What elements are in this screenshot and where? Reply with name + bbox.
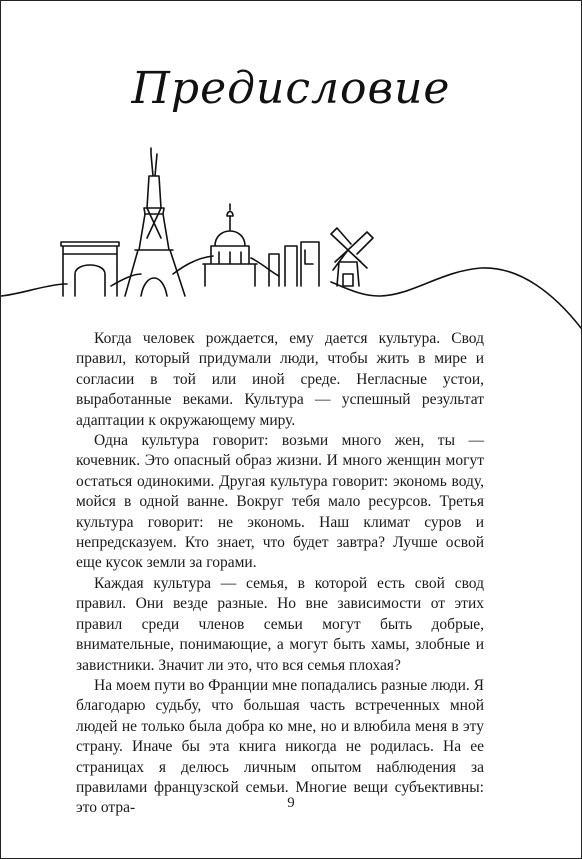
body-text bbox=[76, 329, 484, 819]
page-title: Предисловие bbox=[131, 63, 451, 114]
paragraph: Когда человек рождается, ему дается культура. Свод правил, который придумали люди, чтобы жить в мире и согласии в той или иной среде. Негласные устои, выработанные веками. Культура — успешный результат адаптации к окружающему миру. bbox=[76, 330, 484, 429]
paragraph: Одна культура говорит: возьми много жен, ты — кочевник. Это опасный образ жизни. И много женщин могут остаться одинокими. Другая культура говорит: экономь воду, мойся в одной ванне. Вокруг тебя мало ресурсов. Третья культура говорит: не экономь. Наш климат суров и непредсказуем. Кто знает, что будет завтра? Лучше освой еще кусок земли за горами. bbox=[76, 432, 484, 572]
paris-skyline-illustration bbox=[1, 146, 581, 346]
paragraph: На моем пути во Франции мне попадались разные люди. Я благодарю судьбу, что большая часть встреченных мной людей не только была добра ко мне, но и влюбила меня в эту страну. Иначе бы эта книга никогда не родилась. На ее страницах я делюсь личным опытом наблюдения за правилами французской семьи. Многие вещи субъективны: это отра- bbox=[76, 676, 484, 817]
page-number: 9 bbox=[287, 795, 295, 811]
paragraph: Каждая культура — семья, в которой есть свой свод правил. Они везде разные. Но вне зависимости от этих правил среди членов семьи могут быть добрые, внимательные, понимающие, а могут быть хамы, злобные и завистники. Значит ли это, что вся семья плохая? bbox=[76, 574, 484, 674]
